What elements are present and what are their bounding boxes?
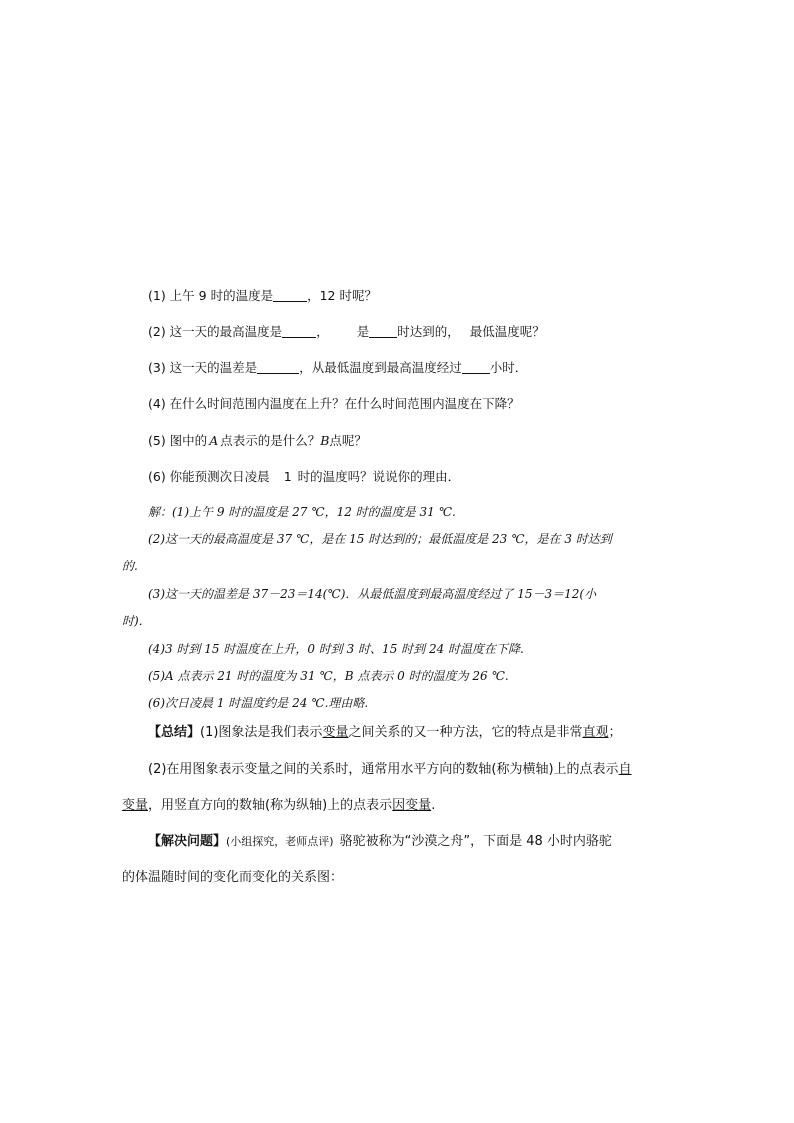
question-2: [148, 323, 545, 341]
question-text: ，: [316, 324, 329, 339]
question-text: 是: [356, 324, 370, 339]
summary-line-1: [148, 724, 622, 742]
question-text: ，从最低温度到最高温度经过: [299, 360, 462, 375]
solution-5: (5)A 点表示 21 时的温度为 31 ℃，B 点表示 0 时的温度为 26 ℃.: [148, 669, 509, 683]
question-text: 1: [283, 469, 292, 484]
summary-line-3: [122, 797, 435, 815]
question-1: [148, 287, 377, 305]
solution-1: 解：(1)上午 9 时的温度是 27 ℃，12 时的温度是 31 ℃.: [148, 505, 456, 519]
problem-line-2: 的体温随时间的变化而变化的关系图：: [122, 870, 344, 885]
question-text: (6) 你能预测次日凌晨: [148, 469, 270, 484]
question-3: [148, 359, 527, 377]
summary-text: (2)在用图象表示变量之间的关系时，通常用水平方向的数轴(称为横轴)上的点表示: [148, 762, 619, 777]
answer-underlined: 变量: [322, 725, 349, 740]
problem-note: (小组探究，老师点评): [226, 835, 334, 848]
question-5: [148, 432, 367, 450]
problem-text: 骆驼被称为“沙漠之舟”，下面是 48 小时内骆驼: [339, 834, 612, 849]
solution-3: (3)这一天的温差是 37－23＝14(℃)．从最低温度到最高温度经过了 15－3＝12(小: [148, 587, 597, 601]
question-4: [148, 395, 520, 413]
answer-blank: [369, 324, 397, 338]
problem-line-1: [148, 833, 612, 851]
answer-blank: [282, 324, 316, 338]
solution-4: (4)3 时到 15 时温度在上升，0 时到 3 时、15 时到 24 时温度在下降.: [148, 642, 524, 656]
solution-2: (2)这一天的最高温度是 37 ℃，是在 15 时达到的；最低温度是 23 ℃，是在 3 时达到: [148, 532, 612, 546]
answer-underlined: 直观: [582, 725, 609, 740]
solution-3-cont: 时)．: [122, 614, 151, 628]
question-text: 小时．: [489, 360, 528, 375]
answer-blank: [257, 360, 299, 374]
summary-text: ；: [608, 725, 622, 740]
answer-underlined: 自: [618, 762, 632, 777]
summary-text: 之间关系的又一种方法，它的特点是非常: [348, 725, 583, 740]
answer-blank: [273, 288, 307, 302]
summary-text: ，用竖直方向的数轴(称为纵轴)上的点表示: [148, 798, 393, 813]
question-text: 时达到的，: [397, 324, 460, 339]
point-label: B: [320, 433, 330, 448]
question-text: ，12 时呢？: [307, 288, 377, 303]
question-text: (3) 这一天的温差是: [148, 360, 258, 375]
summary-label: 【总结】: [148, 725, 201, 740]
summary-line-2: [148, 761, 632, 779]
question-text: 点呢？: [329, 433, 367, 448]
summary-text: (1)图象法是我们表示: [200, 725, 323, 740]
question-text: (5) 图中的: [148, 433, 208, 448]
answer-blank: [462, 360, 490, 374]
question-text: (4) 在什么时间范围内温度在上升？在什么时间范围内温度在下降？: [148, 396, 520, 411]
problem-label: 【解决问题】: [148, 834, 227, 849]
point-label: A: [209, 433, 219, 448]
question-text: 点表示的是什么？: [220, 433, 321, 448]
solution-2-cont: 的.: [122, 559, 138, 573]
answer-underlined: 因变量: [392, 798, 432, 813]
question-text: (2) 这一天的最高温度是: [148, 324, 283, 339]
question-text: 时的温度吗？说说你的理由．: [297, 469, 461, 484]
question-text: (1) 上午 9 时的温度是: [148, 288, 274, 303]
summary-text: .: [431, 798, 436, 813]
answer-underlined: 变量: [122, 798, 149, 813]
question-text: 最低温度呢？: [469, 324, 545, 339]
question-6: [148, 468, 460, 486]
solution-6: (6)次日凌晨 1 时温度约是 24 ℃.理由略.: [148, 696, 369, 710]
